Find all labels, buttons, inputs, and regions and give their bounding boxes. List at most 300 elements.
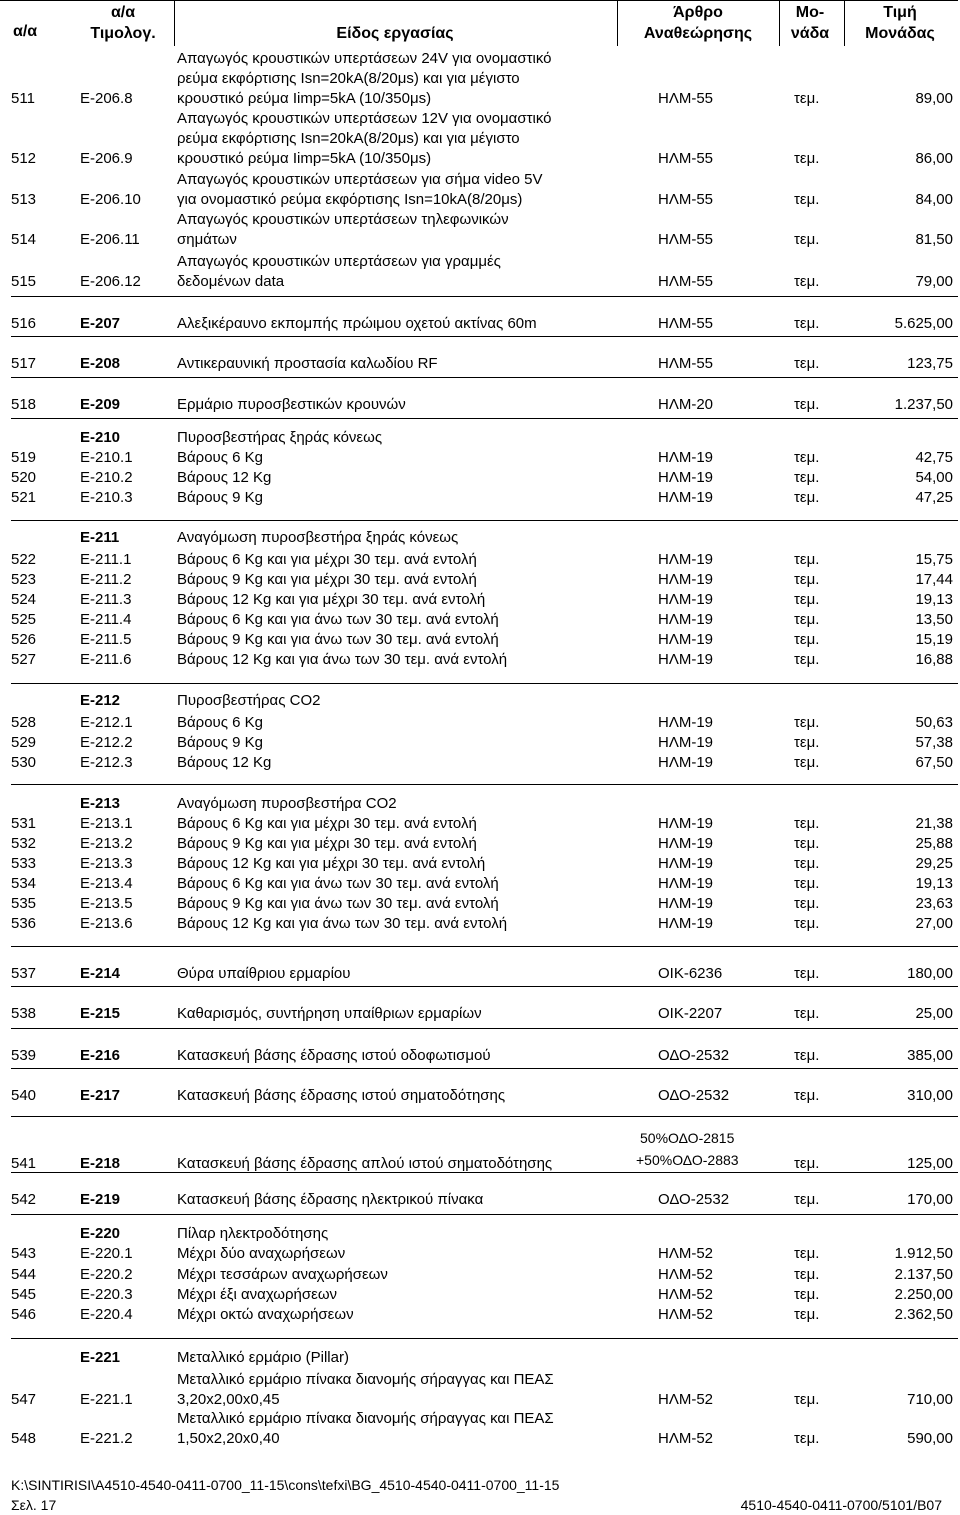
row-unit-price: 67,50: [915, 754, 953, 771]
row-unit: τεμ.: [794, 815, 820, 832]
row-article: ΟΔΟ-2532: [658, 1087, 730, 1104]
row-description-line: Μέχρι δύο αναχωρήσεων: [177, 1245, 346, 1262]
row-description-line: ρεύμα εκφόρτισης Isn=20kA(8/20μs) και για μέγιστο: [177, 130, 520, 147]
row-aa: 516: [11, 315, 37, 332]
row-separator: [11, 1028, 958, 1029]
row-article: ΗΛΜ-19: [658, 449, 714, 466]
row-article: ΗΛΜ-19: [658, 651, 714, 668]
table-row: [0, 954, 960, 984]
row-article: ΟΔΟ-2532: [658, 1047, 730, 1064]
table-header: [0, 0, 960, 46]
row-price-code: Ε-206.12: [80, 273, 141, 290]
row-unit-price: 25,00: [915, 1005, 953, 1022]
header-unit-2: νάδα: [790, 25, 830, 42]
row-description-line: Απαγωγός κρουστικών υπερτάσεων 24V για ονομαστικό: [177, 50, 552, 67]
table-row: [0, 874, 960, 894]
row-price-code: Ε-211.4: [80, 611, 132, 628]
row-separator: [11, 520, 958, 521]
row-description-line: Πυροσβεστήρας ξηράς κόνεως: [177, 429, 383, 446]
row-description-line: Βάρους 9 Kg: [177, 489, 264, 506]
footer-doc-code: 4510-4540-0411-0700/5101/B07: [740, 1497, 942, 1513]
row-article: ΗΛΜ-52: [658, 1245, 714, 1262]
row-separator: [11, 986, 958, 987]
row-unit: τεμ.: [794, 1391, 820, 1408]
header-article-1: Άρθρο: [673, 4, 723, 21]
row-unit: τεμ.: [794, 150, 820, 167]
table-row: [0, 1036, 960, 1066]
row-unit: τεμ.: [794, 1087, 820, 1104]
row-article: ΗΛΜ-19: [658, 915, 714, 932]
row-separator: [11, 377, 958, 378]
row-price-code: Ε-208: [80, 355, 121, 372]
row-article: ΗΛΜ-19: [658, 754, 714, 771]
footer-path: K:\SINTIRISI\A4510-4540-0411-0700_11-15\cons\tefxi\BG_4510-4540-0411-0700_11-15: [11, 1477, 560, 1493]
row-aa: 515: [11, 273, 37, 290]
row-price-code: Ε-217: [80, 1087, 121, 1104]
row-description-line: Βάρους 9 Kg και για μέχρι 30 τεμ. ανά εντολή: [177, 835, 477, 852]
row-article: ΗΛΜ-55: [658, 231, 714, 248]
row-description-line: Κατασκευή βάσης έδρασης ηλεκτρικού πίνακα: [177, 1191, 484, 1208]
row-description-line: Καθαρισμός, συντήρηση υπαίθριων ερμαρίων: [177, 1005, 482, 1022]
header-divider: [844, 0, 845, 46]
row-article: ΗΛΜ-55: [658, 273, 714, 290]
table-row: [0, 630, 960, 650]
row-unit: τεμ.: [794, 1155, 820, 1172]
row-unit-price: 57,38: [915, 734, 953, 751]
row-article: ΟΔΟ-2532: [658, 1191, 730, 1208]
row-price-code: Ε-211.2: [80, 571, 132, 588]
row-price-code: Ε-209: [80, 396, 121, 413]
row-separator: [11, 418, 958, 419]
row-separator: [11, 683, 958, 684]
row-description-line: Βάρους 6 Kg: [177, 714, 264, 731]
row-description-line: Κατασκευή βάσης έδρασης απλού ιστού σηματοδότησης: [177, 1155, 553, 1172]
table-row: [0, 1368, 960, 1410]
table-row: [0, 994, 960, 1024]
row-price-code: Ε-211: [80, 529, 120, 546]
row-article: ΗΛΜ-19: [658, 611, 714, 628]
row-article: ΟΙΚ-6236: [658, 965, 723, 982]
row-description-line: Βάρους 6 Kg και για μέχρι 30 τεμ. ανά εντολή: [177, 815, 477, 832]
row-unit-price: 170,00: [907, 1191, 953, 1208]
row-description-line: Αναγόμωση πυροσβεστήρα CO2: [177, 795, 397, 812]
row-description-line: Βάρους 12 Kg και για άνω των 30 τεμ. ανά εντολή: [177, 651, 508, 668]
table-row: [0, 1124, 960, 1174]
row-unit-price: 125,00: [907, 1155, 953, 1172]
row-price-code: Ε-207: [80, 315, 121, 332]
row-separator: [11, 1214, 958, 1215]
row-price-code: Ε-221: [80, 1349, 121, 1366]
row-unit-price: 23,63: [915, 895, 953, 912]
table-row: [0, 166, 960, 210]
row-unit-price: 2.137,50: [894, 1266, 953, 1283]
row-separator: [11, 784, 958, 785]
row-description-line: Βάρους 6 Kg: [177, 449, 264, 466]
row-price-code: Ε-220: [80, 1225, 121, 1242]
row-aa: 530: [11, 754, 37, 771]
row-description-line: Θύρα υπαίθριου ερμαρίου: [177, 965, 351, 982]
table-row: [0, 834, 960, 854]
row-description-line: Ερμάριο πυροσβεστικών κρουνών: [177, 396, 406, 413]
row-article: ΗΛΜ-55: [658, 90, 714, 107]
row-description-line: Βάρους 9 Kg και για άνω των 30 τεμ. ανά εντολή: [177, 895, 499, 912]
table-row: [0, 590, 960, 610]
table-row: [0, 854, 960, 874]
row-unit-price: 54,00: [915, 469, 953, 486]
row-article: ΗΛΜ-19: [658, 835, 714, 852]
row-description-line: 1,50x2,20x0,40: [177, 1430, 280, 1447]
row-unit: τεμ.: [794, 1306, 820, 1323]
row-separator: [11, 1172, 958, 1173]
header-unit-1: Μο-: [795, 4, 825, 21]
row-aa: 544: [11, 1266, 37, 1283]
row-aa: 528: [11, 714, 37, 731]
row-price-code: Ε-206.8: [80, 90, 133, 107]
row-description-line: κρουστικό ρεύμα Iimp=5kA (10/350μs): [177, 150, 432, 167]
header-aa-price-1: α/α: [110, 4, 136, 21]
row-description-line: Βάρους 6 Kg και για άνω των 30 τεμ. ανά εντολή: [177, 611, 499, 628]
row-price-code: Ε-206.10: [80, 191, 141, 208]
row-article: ΗΛΜ-20: [658, 396, 714, 413]
table-row: [0, 448, 960, 468]
row-description-line: Βάρους 12 Kg και για μέχρι 30 τεμ. ανά εντολή: [177, 855, 486, 872]
row-article: ΗΛΜ-52: [658, 1430, 714, 1447]
row-aa: 534: [11, 875, 37, 892]
row-description-line: Κατασκευή βάσης έδρασης ιστού σηματοδότησης: [177, 1087, 506, 1104]
row-price-code: Ε-212.2: [80, 734, 133, 751]
row-description-line: Βάρους 9 Kg και για άνω των 30 τεμ. ανά εντολή: [177, 631, 499, 648]
row-unit-price: 123,75: [907, 355, 953, 372]
row-article: ΗΛΜ-52: [658, 1391, 714, 1408]
row-aa: 521: [11, 489, 37, 506]
table-row: [0, 713, 960, 733]
row-price-code: Ε-220.2: [80, 1266, 133, 1283]
row-unit-price: 19,13: [915, 591, 953, 608]
row-unit-price: 385,00: [907, 1047, 953, 1064]
row-price-code: Ε-206.11: [80, 231, 140, 248]
table-row: [0, 1244, 960, 1264]
row-aa: 527: [11, 651, 37, 668]
table-row: [0, 914, 960, 934]
row-unit-price: 2.250,00: [894, 1286, 953, 1303]
table-row: [0, 894, 960, 914]
header-article-2: Αναθεώρησης: [643, 25, 753, 42]
row-price-code: Ε-211.1: [80, 551, 132, 568]
row-aa: 540: [11, 1087, 37, 1104]
row-aa: 524: [11, 591, 37, 608]
row-separator: [11, 1068, 958, 1069]
table-row: [0, 570, 960, 590]
table-row: [0, 385, 960, 415]
row-description-line: Βάρους 9 Kg και για μέχρι 30 τεμ. ανά εντολή: [177, 571, 477, 588]
row-description-line: Αντικεραυνική προστασία καλωδίου RF: [177, 355, 438, 372]
row-description-line: Βάρους 9 Kg: [177, 734, 264, 751]
row-price-code: Ε-212.1: [80, 714, 133, 731]
row-article: ΗΛΜ-19: [658, 875, 714, 892]
row-price-code: Ε-213.3: [80, 855, 133, 872]
row-aa: 526: [11, 631, 37, 648]
row-aa: 519: [11, 449, 37, 466]
row-unit-price: 42,75: [915, 449, 953, 466]
table-row: [0, 691, 960, 711]
row-unit: τεμ.: [794, 1191, 820, 1208]
footer-page: Σελ. 17: [11, 1497, 57, 1513]
row-unit: τεμ.: [794, 231, 820, 248]
row-article: ΗΛΜ-19: [658, 895, 714, 912]
row-aa: 522: [11, 551, 37, 568]
row-unit-price: 1.912,50: [894, 1245, 953, 1262]
table-row: [0, 46, 960, 109]
row-aa: 537: [11, 965, 37, 982]
row-aa: 535: [11, 895, 37, 912]
row-aa: 513: [11, 191, 37, 208]
row-article: ΗΛΜ-55: [658, 315, 714, 332]
row-aa: 538: [11, 1005, 37, 1022]
row-unit: τεμ.: [794, 915, 820, 932]
row-unit: τεμ.: [794, 965, 820, 982]
header-divider: [617, 0, 618, 46]
row-description-line: Μεταλλικό ερμάριο πίνακα διανομής σήραγγας και ΠΕΑΣ: [177, 1410, 554, 1427]
row-unit-price: 19,13: [915, 875, 953, 892]
row-price-code: Ε-210.1: [80, 449, 133, 466]
row-unit: τεμ.: [794, 754, 820, 771]
row-description-line: 3,20x2,00x0,45: [177, 1391, 280, 1408]
row-unit: τεμ.: [794, 1430, 820, 1447]
row-unit: τεμ.: [794, 315, 820, 332]
row-aa: 517: [11, 355, 37, 372]
table-row: [0, 109, 960, 169]
row-aa: 511: [11, 90, 35, 107]
row-aa: 548: [11, 1430, 37, 1447]
row-unit: τεμ.: [794, 835, 820, 852]
row-description-line: Απαγωγός κρουστικών υπερτάσεων τηλεφωνικών: [177, 211, 509, 228]
row-unit: τεμ.: [794, 489, 820, 506]
table-row: [0, 1222, 960, 1244]
row-unit: τεμ.: [794, 651, 820, 668]
row-description-line: Μέχρι τεσσάρων αναχωρήσεων: [177, 1266, 388, 1283]
row-unit: τεμ.: [794, 714, 820, 731]
row-unit: τεμ.: [794, 611, 820, 628]
row-unit-price: 47,25: [915, 489, 953, 506]
header-top-rule: [0, 0, 958, 1]
row-description-line: Κατασκευή βάσης έδρασης ιστού οδοφωτισμού: [177, 1047, 491, 1064]
row-price-code: Ε-219: [80, 1191, 121, 1208]
row-price-code: Ε-212: [80, 692, 121, 709]
row-price-code: Ε-220.3: [80, 1286, 133, 1303]
row-unit: τεμ.: [794, 855, 820, 872]
row-unit-price: 17,44: [915, 571, 953, 588]
row-article: ΗΛΜ-19: [658, 551, 714, 568]
row-unit: τεμ.: [794, 1286, 820, 1303]
table-row: [0, 210, 960, 250]
row-description-line: Βάρους 6 Kg και για μέχρι 30 τεμ. ανά εντολή: [177, 551, 477, 568]
row-description-line: Πυροσβεστήρας CO2: [177, 692, 321, 709]
row-unit-price: 84,00: [915, 191, 953, 208]
row-description-line: Αλεξικέραυνο εκπομπής πρώιμου οχετού ακτίνας 60m: [177, 315, 537, 332]
table-row: [0, 1346, 960, 1368]
row-aa: 542: [11, 1191, 37, 1208]
row-aa: 531: [11, 815, 37, 832]
row-price-code: Ε-210: [80, 429, 121, 446]
row-article: ΗΛΜ-19: [658, 714, 714, 731]
row-description-line: Βάρους 12 Kg και για άνω των 30 τεμ. ανά εντολή: [177, 915, 508, 932]
row-price-code: Ε-221.1: [80, 1391, 133, 1408]
row-unit: τεμ.: [794, 1047, 820, 1064]
row-description-line: δεδομένων data: [177, 273, 285, 290]
row-unit: τεμ.: [794, 273, 820, 290]
row-unit: τεμ.: [794, 571, 820, 588]
row-unit-price: 15,75: [915, 551, 953, 568]
row-aa: 518: [11, 396, 37, 413]
row-price-code: Ε-220.1: [80, 1245, 133, 1262]
row-article: ΗΛΜ-19: [658, 591, 714, 608]
row-price-code: Ε-213.6: [80, 915, 133, 932]
row-article: ΗΛΜ-19: [658, 631, 714, 648]
row-unit-price: 15,19: [915, 631, 953, 648]
table-row: [0, 1407, 960, 1449]
row-description-line: Μέχρι οκτώ αναχωρήσεων: [177, 1306, 354, 1323]
row-article: ΗΛΜ-52: [658, 1306, 714, 1323]
row-unit: τεμ.: [794, 191, 820, 208]
row-price-code: Ε-216: [80, 1047, 121, 1064]
row-unit-price: 5.625,00: [894, 315, 953, 332]
row-unit: τεμ.: [794, 875, 820, 892]
row-separator: [11, 296, 958, 297]
table-row: [0, 650, 960, 670]
row-article: ΗΛΜ-55: [658, 150, 714, 167]
row-price-code: Ε-210.2: [80, 469, 133, 486]
row-article: ΗΛΜ-55: [658, 191, 714, 208]
row-unit: τεμ.: [794, 1266, 820, 1283]
row-unit-price: 590,00: [907, 1430, 953, 1447]
header-price-2: Μονάδας: [865, 25, 935, 42]
header-price-1: Τιμή: [883, 4, 917, 21]
row-unit: τεμ.: [794, 469, 820, 486]
table-row: [0, 733, 960, 753]
row-separator: [11, 1338, 958, 1339]
row-unit: τεμ.: [794, 631, 820, 648]
row-unit: τεμ.: [794, 1245, 820, 1262]
table-row: [0, 753, 960, 773]
row-article: ΗΛΜ-19: [658, 571, 714, 588]
row-description-line: Μεταλλικό ερμάριο πίνακα διανομής σήραγγας και ΠΕΑΣ: [177, 1371, 554, 1388]
row-aa: 536: [11, 915, 37, 932]
table-row: [0, 792, 960, 814]
row-unit: τεμ.: [794, 449, 820, 466]
row-unit-price: 1.237,50: [894, 396, 953, 413]
table-row: [0, 304, 960, 334]
row-unit-price: 310,00: [907, 1087, 953, 1104]
row-aa: 533: [11, 855, 37, 872]
row-unit: τεμ.: [794, 90, 820, 107]
row-price-code: Ε-218: [80, 1155, 121, 1172]
row-description-line: Βάρους 12 Kg: [177, 469, 272, 486]
row-description-line: Αναγόμωση πυροσβεστήρα ξηράς κόνεως: [177, 529, 459, 546]
table-row: [0, 1180, 960, 1210]
row-unit: τεμ.: [794, 1005, 820, 1022]
row-unit-price: 710,00: [907, 1391, 953, 1408]
row-unit-price: 81,50: [915, 231, 953, 248]
row-separator: [11, 336, 958, 337]
row-aa: 541: [11, 1155, 37, 1172]
row-aa: 529: [11, 734, 37, 751]
row-aa: 546: [11, 1306, 37, 1323]
row-unit-price: 25,88: [915, 835, 953, 852]
row-article: ΟΙΚ-2207: [658, 1005, 723, 1022]
row-description-line: Απαγωγός κρουστικών υπερτάσεων 12V για ονομαστικό: [177, 110, 552, 127]
row-price-code: Ε-213.1: [80, 815, 133, 832]
table-row: [0, 550, 960, 570]
row-description-line: Βάρους 12 Kg και για μέχρι 30 τεμ. ανά εντολή: [177, 591, 486, 608]
row-description-line: Μέχρι έξι αναχωρήσεων: [177, 1286, 338, 1303]
row-description-line: ρεύμα εκφόρτισης Isn=20kA(8/20μs) και για μέγιστο: [177, 70, 520, 87]
row-aa: 543: [11, 1245, 37, 1262]
row-unit-price: 13,50: [915, 611, 953, 628]
row-unit-price: 16,88: [915, 651, 953, 668]
table-row: [0, 426, 960, 448]
row-aa: 547: [11, 1391, 37, 1408]
row-aa: 545: [11, 1286, 37, 1303]
header-aa-price-2: Τιμολογ.: [90, 25, 156, 42]
table-row: [0, 814, 960, 834]
row-price-code: Ε-221.2: [80, 1430, 133, 1447]
row-description-line: Βάρους 6 Kg και για άνω των 30 τεμ. ανά εντολή: [177, 875, 499, 892]
row-description-line: για ονομαστικό ρεύμα εκφόρτισης Isn=10kA(8/20μs): [177, 191, 523, 208]
row-unit-price: 2.362,50: [894, 1306, 953, 1323]
row-price-code: Ε-210.3: [80, 489, 133, 506]
table-row: [0, 344, 960, 374]
row-separator: [11, 1116, 958, 1117]
row-unit: τεμ.: [794, 895, 820, 912]
row-price-code: Ε-206.9: [80, 150, 133, 167]
table-row: [0, 1076, 960, 1106]
row-unit: τεμ.: [794, 551, 820, 568]
row-separator: [11, 946, 958, 947]
row-article: ΗΛΜ-19: [658, 469, 714, 486]
table-row: [0, 250, 960, 292]
row-price-code: Ε-211.6: [80, 651, 132, 668]
header-divider: [779, 0, 780, 46]
row-aa: 539: [11, 1047, 37, 1064]
row-price-code: Ε-214: [80, 965, 121, 982]
row-description-line: Απαγωγός κρουστικών υπερτάσεων για γραμμές: [177, 253, 501, 270]
row-description-line: κρουστικό ρεύμα Iimp=5kA (10/350μs): [177, 90, 432, 107]
row-description-line: Απαγωγός κρουστικών υπερτάσεων για σήμα video 5V: [177, 171, 543, 188]
table-row: [0, 528, 960, 548]
row-price-code: Ε-213.5: [80, 895, 133, 912]
row-price-code: Ε-211.5: [80, 631, 132, 648]
row-price-code: Ε-213: [80, 795, 121, 812]
row-unit-price: 29,25: [915, 855, 953, 872]
row-price-code: Ε-213.2: [80, 835, 133, 852]
row-unit: τεμ.: [794, 591, 820, 608]
header-description: Είδος εργασίας: [336, 25, 454, 42]
row-unit-price: 86,00: [915, 150, 953, 167]
row-article: ΗΛΜ-19: [658, 855, 714, 872]
row-unit-price: 79,00: [915, 273, 953, 290]
table-row: [0, 1265, 960, 1285]
row-unit-price: 50,63: [915, 714, 953, 731]
row-price-code: Ε-211.3: [80, 591, 132, 608]
row-description-line: σημάτων: [177, 231, 237, 248]
row-article: ΗΛΜ-19: [658, 489, 714, 506]
row-article-line: 50%ΟΔΟ-2815: [640, 1130, 735, 1146]
row-aa: 525: [11, 611, 37, 628]
row-unit-price: 180,00: [907, 965, 953, 982]
row-article: ΗΛΜ-55: [658, 355, 714, 372]
row-unit-price: 27,00: [915, 915, 953, 932]
row-article-line: +50%ΟΔΟ-2883: [636, 1152, 739, 1168]
